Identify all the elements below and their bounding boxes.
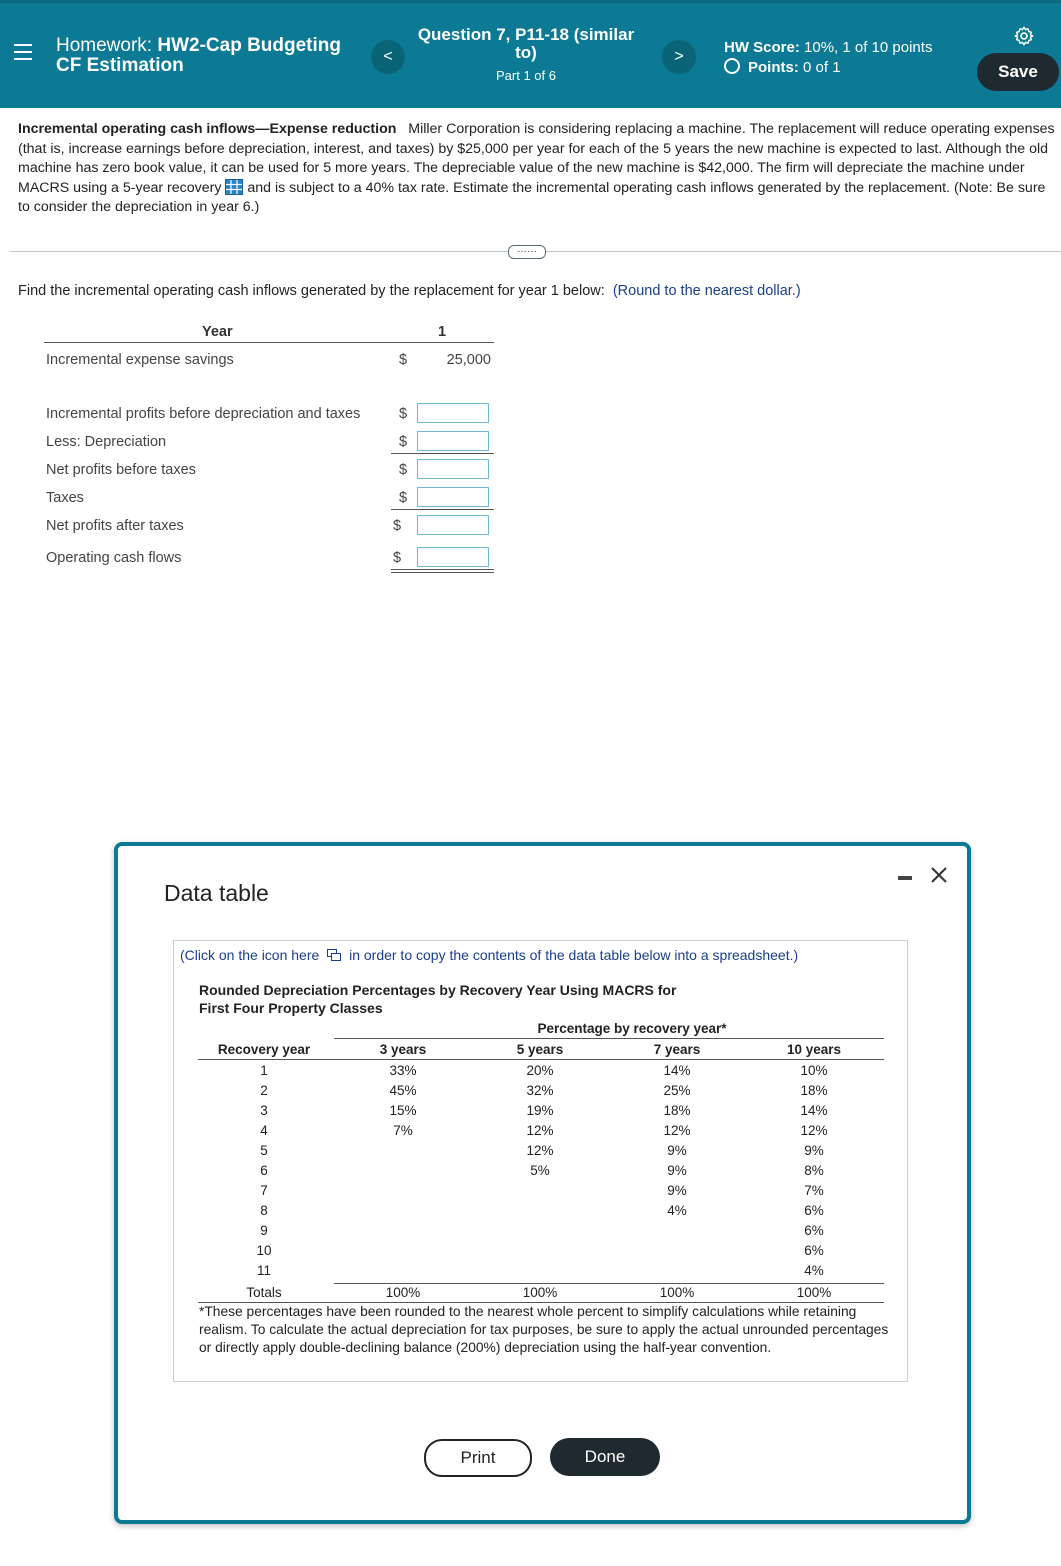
column-header-recovery-year: Recovery year [217,1042,311,1057]
save-button[interactable]: Save [977,53,1059,91]
print-button[interactable]: Print [424,1439,532,1477]
year-value: 1 [438,324,447,340]
homework-prefix: Homework: [56,35,158,56]
homework-title [56,36,366,76]
minimize-icon[interactable] [898,876,912,880]
totals-label: Totals [246,1285,282,1300]
percentage-cell: 12% [526,1143,554,1158]
column-header-line [198,1059,884,1060]
close-icon[interactable] [930,866,948,884]
currency-sign: $ [399,352,408,368]
table-row [44,486,494,510]
points-label: Points: [748,59,799,76]
currency-sign: $ [393,550,402,566]
percentage-cell: 8% [804,1163,824,1178]
net-profits-after-taxes-input[interactable] [417,515,489,535]
percentage-cell: 6% [804,1203,824,1218]
recovery-year-cell: 3 [260,1103,268,1118]
percentage-cell: 12% [800,1123,828,1138]
menu-icon[interactable] [14,44,32,62]
recovery-year-cell: 8 [260,1203,268,1218]
column-header-7-years: 7 years [653,1042,701,1057]
operating-cash-flows-input[interactable] [417,547,489,567]
savings-label: Incremental expense savings [46,352,234,368]
recovery-year-cell: 1 [260,1063,268,1078]
recovery-year-cell: 6 [260,1163,268,1178]
percentage-cell: 18% [800,1083,828,1098]
percentage-cell: 6% [804,1223,824,1238]
row-label: Net profits before taxes [46,462,196,478]
totals-cell: 100% [796,1285,832,1300]
percentage-cell: 20% [526,1063,554,1078]
savings-value: 25,000 [446,352,491,368]
problem-statement [18,120,1058,218]
percentage-cell: 45% [389,1083,417,1098]
table-row [44,458,494,482]
table-row [44,348,494,372]
percentage-cell: 4% [667,1203,687,1218]
taxes-input[interactable] [417,487,489,507]
currency-sign: $ [399,462,408,478]
instruction-text: Find the incremental operating cash inflows generated by the replacement for year 1 below: [18,283,605,299]
currency-sign: $ [393,518,402,534]
table-row [44,546,494,570]
percentage-cell: 12% [663,1123,691,1138]
row-label: Incremental profits before depreciation and taxes [46,406,361,422]
totals-cell: 100% [659,1285,695,1300]
percentage-cell: 9% [667,1183,687,1198]
header-top-line [0,0,1061,3]
table-row [44,402,494,426]
percentage-cell: 32% [526,1083,554,1098]
group-header: Percentage by recovery year* [537,1021,727,1036]
points-circle-icon [724,58,740,74]
recovery-year-cell: 5 [260,1143,268,1158]
subtotal-line [391,509,494,510]
footnote: *These percentages have been rounded to the nearest whole percent to simplify calculations while retaining realism. To calculate the actual depreciation for tax purposes, be sure to apply the actual unrounded percentages or directly apply double-declining balance (200%) depreciation using the half-year convention. [199,1304,889,1355]
year-header: Year [202,324,233,340]
totals-top-line [334,1283,884,1284]
hw-score-value: 10%, 1 of 10 points [804,39,933,56]
copy-note-before: (Click on the icon here [180,947,320,963]
total-double-line-top [391,569,494,570]
header-underline [44,342,494,343]
recovery-year-cell: 4 [260,1123,268,1138]
next-question-button[interactable]: > [662,40,696,74]
previous-question-button[interactable]: < [371,40,405,74]
data-table-grid-icon[interactable] [225,179,243,195]
percentage-cell: 19% [526,1103,554,1118]
question-title: Question 7, P11-18 (similar to) [417,25,635,62]
expand-more-button[interactable]: …… [508,245,546,259]
macrs-table-heading: Rounded Depreciation Percentages by Recovery Year Using MACRS for First Four Property Classes [199,982,677,1016]
recovery-year-cell: 9 [260,1223,268,1238]
copy-note-after: in order to copy the contents of the data table below into a spreadsheet.) [349,947,799,963]
percentage-cell: 5% [530,1163,550,1178]
copy-note [180,947,798,963]
group-header-line [334,1038,884,1039]
depreciation-input[interactable] [417,431,489,451]
score-block [724,38,932,78]
table-row [44,514,494,538]
column-header-5-years: 5 years [516,1042,564,1057]
problem-text-part1: Miller Corporation is considering replacing a machine. The replacement will reduce operating expenses (that is, increase earnings before depreciation, interest, and taxes) by $25,000 per year for each of the 5 years the new machine is expected to last. Although the old machine has zero book value, it can be used for 5 more years. The depreciable value of the new machine is $42,000. The firm will depreciate the machine under MACRS using a 5-year recovery [18,121,1055,196]
question-part: Part 1 of 6 [496,68,556,83]
column-header-10-years: 10 years [786,1042,842,1057]
points-value: 0 of 1 [803,59,841,76]
percentage-cell: 25% [663,1083,691,1098]
hw-score-label: HW Score: [724,39,800,56]
row-label: Operating cash flows [46,550,182,566]
data-table-box [173,940,908,1382]
percentage-cell: 18% [663,1103,691,1118]
percentage-cell: 7% [804,1183,824,1198]
recovery-year-cell: 11 [256,1263,271,1278]
percentage-cell: 9% [667,1143,687,1158]
currency-sign: $ [399,434,408,450]
instruction [18,283,801,299]
subtotal-line [391,453,494,454]
percentage-cell: 15% [389,1103,417,1118]
row-label: Net profits after taxes [46,518,184,534]
gear-icon[interactable] [1013,25,1035,47]
homework-name: HW2-Cap Budgeting CF Estimation [56,35,342,76]
percentage-cell: 6% [804,1243,824,1258]
percentage-cell: 9% [804,1143,824,1158]
column-header-3-years: 3 years [379,1042,427,1057]
profits-before-dep-input[interactable] [417,403,489,423]
recovery-year-cell: 7 [260,1183,268,1198]
row-label: Less: Depreciation [46,434,167,450]
percentage-cell: 14% [800,1103,828,1118]
data-table-modal [114,842,971,1524]
currency-sign: $ [399,406,408,422]
problem-text-part2: and is subject to a 40% tax rate. Estimate the incremental operating cash inflows generated by the replacement. (Note: Be sure to consider the depreciation in year 6.) [18,179,1046,215]
recovery-year-cell: 10 [256,1243,272,1258]
copy-icon[interactable] [327,949,341,961]
instruction-hint: (Round to the nearest dollar.) [612,283,801,299]
recovery-year-cell: 2 [260,1083,268,1098]
percentage-cell: 14% [663,1063,691,1078]
top-header [0,0,1061,108]
percentage-cell: 10% [800,1063,828,1078]
row-label: Taxes [46,490,84,506]
percentage-cell: 7% [393,1123,413,1138]
total-double-line-bottom [391,572,494,573]
modal-title: Data table [164,880,269,906]
percentage-cell: 12% [526,1123,554,1138]
percentage-cell: 4% [804,1263,824,1278]
totals-cell: 100% [385,1285,421,1300]
currency-sign: $ [399,490,408,506]
totals-cell: 100% [522,1285,558,1300]
table-row [44,430,494,454]
table-header-row [44,320,494,344]
done-button[interactable]: Done [550,1438,660,1476]
percentage-cell: 9% [667,1163,687,1178]
net-profits-before-taxes-input[interactable] [417,459,489,479]
problem-title: Incremental operating cash inflows—Expense reduction [18,121,397,137]
percentage-cell: 33% [389,1063,417,1078]
